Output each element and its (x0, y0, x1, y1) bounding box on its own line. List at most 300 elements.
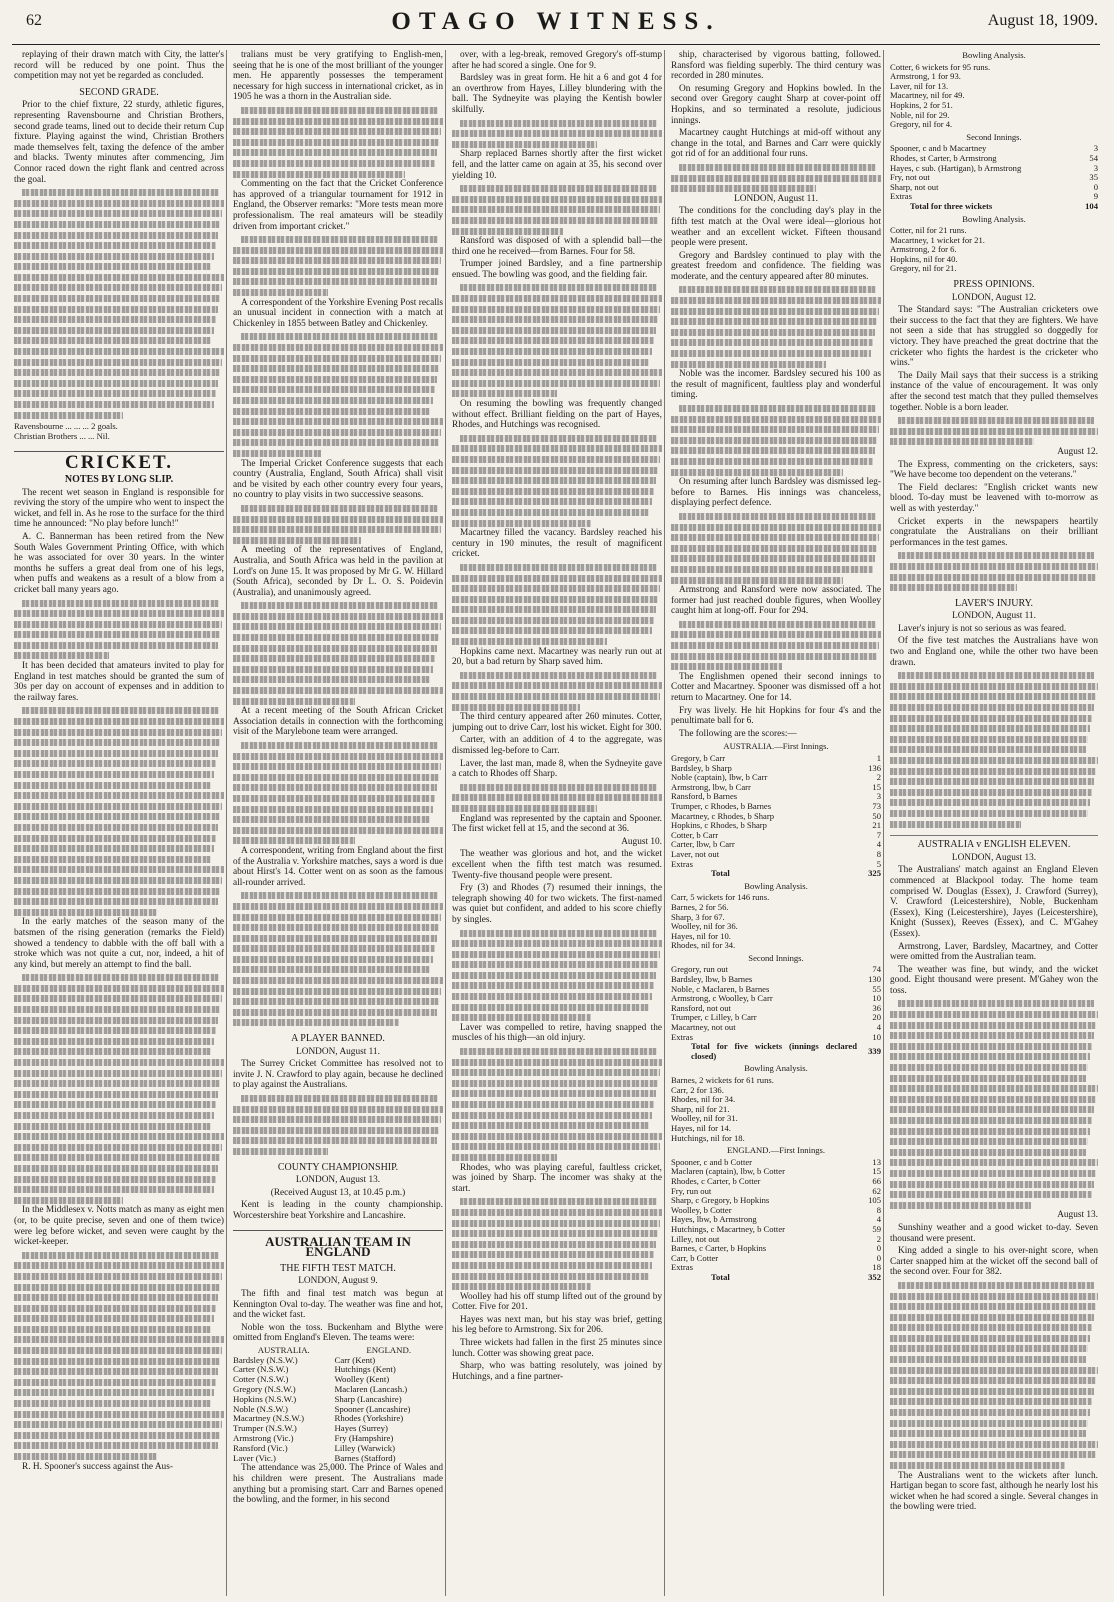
illegible-text-block (452, 1046, 662, 1163)
illegible-text-line (233, 964, 443, 975)
illegible-text-block (233, 234, 443, 298)
illegible-text-line (233, 943, 443, 954)
article-text: The following are the scores:— (679, 728, 797, 739)
article-text: On resuming the bowling was frequently changed without effect. Brilliant fielding on the part of Hayes, Rhodes, and Hutchings was recognised. (452, 399, 662, 431)
article-text: Fry was lively. He hit Hopkins for four 4's and the penultimate ball for 6. (671, 705, 881, 727)
illegible-text-line (14, 811, 224, 822)
illegible-text-line (14, 1250, 224, 1261)
article-text: The Australians' match against an England Eleven commenced at Blackpool today. The home team comprised W. Douglas (Essex), J. Crawford (Surrey), V. Crawford (Leicestershire), Noble, Buckenham (Essex), King (Leicestershire), Jayes (Leicestershire), Knight (Sussex), Reeves (Essex), and C. M'Gahey (Essex). (890, 865, 1098, 939)
article-text: Laver, the last man, made 8, when the Sydneyite gave a catch to Rhodes off Sharp. (452, 758, 662, 780)
illegible-text-line (671, 575, 881, 586)
illegible-text-line (14, 822, 224, 833)
newspaper-title: OTAGO WITNESS. (391, 8, 721, 35)
illegible-text-line (671, 661, 881, 672)
illegible-text-line (671, 543, 881, 554)
illegible-text-line (890, 723, 1098, 734)
illegible-text-line (671, 183, 881, 194)
illegible-text-line (452, 1271, 662, 1282)
article-text: At a recent meeting of the South African Cricket Association details in connection with the forthcoming visit of the Marylebone team were arranged. (233, 706, 443, 738)
bowling-line: Sharp, nil for 21. (671, 1103, 730, 1114)
batsman: Fry, run out (671, 1185, 712, 1196)
score-row (671, 1263, 881, 1273)
column-1 (14, 50, 224, 1596)
illegible-text-line (233, 912, 443, 923)
illegible-text-line (890, 744, 1098, 755)
illegible-text-line (14, 282, 224, 293)
batsman: Barnes, c Carter, b Hopkins (671, 1243, 767, 1254)
runs: 8 (876, 848, 881, 859)
batsman: Rhodes, st Carter, b Armstrong (890, 152, 997, 163)
illegible-text-line (14, 388, 224, 399)
batsman: Sharp, c Gregory, b Hopkins (671, 1195, 770, 1206)
illegible-text-line (233, 287, 443, 298)
illegible-text-line (233, 427, 443, 438)
illegible-text-line (233, 1114, 443, 1125)
section-heading-cricket: CRICKET. (14, 451, 224, 469)
illegible-text-line (14, 1271, 224, 1282)
illegible-text-line (452, 433, 662, 444)
article-text: Hopkins came next. Macartney was nearly run out at 20, but a bad return by Sharp saved him. (452, 646, 662, 668)
illegible-text-line (671, 564, 881, 575)
batsman: Maclaren (captain), lbw, b Cotter (671, 1166, 785, 1177)
illegible-text-line (671, 532, 881, 543)
illegible-text-line (14, 758, 224, 769)
illegible-text-line (890, 808, 1098, 819)
illegible-text-line (890, 1418, 1098, 1429)
article-text: Commenting on the fact that the Cricket Conference has approved of a triangular tournament for 1912 in England, the Observer remarks: "More tests mean more professionalism. The real amateurs will be steadily driven from important cricket." (233, 179, 443, 232)
match-result (14, 422, 224, 441)
article-text: In the Middlesex v. Notts match as many as eight men (or, to be quite precise, seven and one of them twice) were leg before wicket, and seven were caught by the wicket-keeper. (14, 1205, 224, 1248)
illegible-text-line (14, 187, 224, 198)
illegible-text-line (671, 306, 881, 317)
illegible-text-block (14, 705, 224, 917)
dateline: LONDON, August 9. (298, 1276, 378, 1287)
illegible-text-line (233, 276, 443, 287)
illegible-text-line (14, 304, 224, 315)
team-player: Hayes (Surrey) (334, 1423, 388, 1434)
batsman: Macartney, c Rhodes, b Sharp (671, 810, 775, 821)
illegible-text-line (890, 1115, 1098, 1126)
total-label: Total (711, 868, 730, 879)
total-row (671, 869, 881, 879)
illegible-text-line (14, 907, 224, 918)
illegible-text-line (890, 550, 1098, 561)
result-line: Ravensbourne ... ... ... 2 goals. (14, 421, 118, 432)
team-player: Lilley (Warwick) (334, 1442, 396, 1453)
team-player: Trumper (N.S.W.) (233, 1423, 297, 1434)
column-3 (452, 50, 662, 1596)
illegible-text-line (14, 1345, 224, 1356)
team-player: Cotter (N.S.W.) (233, 1374, 289, 1385)
bowling-analysis (671, 1076, 881, 1143)
illegible-text-line (671, 414, 881, 425)
illegible-text-line (890, 1200, 1098, 1211)
total-row (671, 1042, 881, 1061)
illegible-text-line (452, 314, 662, 325)
article-text: Macartney caught Hutchings at mid-off without any change in the total, and Barnes and Carr were quickly got rid of for an additional four runs. (671, 128, 881, 160)
team-player: Noble (N.S.W.) (233, 1403, 288, 1414)
illegible-text-block (452, 433, 662, 528)
illegible-text-line (233, 975, 443, 986)
illegible-text-line (890, 1407, 1098, 1418)
illegible-text-line (452, 496, 662, 507)
article-text: The weather was fine, but windy, and the wicket good. Eight thousand were present. M'Gahey won the toss. (890, 964, 1098, 996)
illegible-text-line (14, 219, 224, 230)
illegible-text-line (14, 1025, 224, 1036)
illegible-text-line (452, 507, 662, 518)
illegible-text-line (890, 582, 1098, 593)
illegible-text-line (14, 251, 224, 262)
illegible-text-line (233, 535, 443, 546)
illegible-text-line (890, 415, 1098, 426)
illegible-text-line (233, 825, 443, 836)
illegible-text-line (14, 1057, 224, 1068)
illegible-text-line (14, 1430, 224, 1441)
bowling-line: Armstrong, 2 for 6. (890, 244, 957, 255)
illegible-text-line (671, 173, 881, 184)
illegible-text-line (233, 600, 443, 611)
illegible-text-line (452, 1099, 662, 1110)
illegible-text-line (671, 348, 881, 359)
batsman: Hutchings, c Macartney, b Cotter (671, 1223, 785, 1234)
bowling-line: Sharp, 3 for 67. (671, 911, 725, 922)
illegible-text-line (14, 983, 224, 994)
illegible-text-line (233, 266, 443, 277)
bowling-line: Noble, nil for 29. (890, 109, 950, 120)
runs: 13 (872, 1156, 881, 1167)
innings-heading: Second Innings. (748, 952, 804, 963)
illegible-text-line (14, 619, 224, 630)
article-text: The conditions for the concluding day's play in the fifth test match at the Oval were ideal—glorious hot weather and an excellent wicket. Fifteen thousand people were present. (671, 206, 881, 249)
illegible-text-line (14, 727, 224, 738)
illegible-text-line (452, 1131, 662, 1142)
illegible-text-line (452, 118, 662, 129)
illegible-text-line (890, 561, 1098, 572)
bowling-analysis (890, 226, 1098, 274)
illegible-text-line (233, 954, 443, 965)
illegible-text-line (233, 653, 443, 664)
illegible-text-line (890, 1073, 1098, 1084)
score-row (671, 850, 881, 860)
illegible-text-line (671, 359, 881, 370)
article-text: Sharp, who was batting resolutely, was joined by Hutchings, and a fine partner- (452, 1361, 662, 1382)
illegible-text-line (452, 625, 662, 636)
article-heading: THE FIFTH TEST MATCH. (280, 1262, 396, 1274)
masthead (12, 0, 1100, 45)
illegible-text-line (14, 1078, 224, 1089)
article-text: The Field declares: "English cricket wants new blood. To-day must be leavened with to-morrow as well as with yesterday." (890, 482, 1098, 514)
article-text: Rhodes, who was playing careful, faultless cricket, was joined by Sharp. The incomer was shaky at the start. (452, 1162, 662, 1194)
illegible-text-line (890, 670, 1098, 681)
illegible-text-line (452, 792, 662, 803)
article-heading: LAVER'S INJURY. (954, 597, 1034, 609)
illegible-text-line (671, 284, 881, 295)
illegible-text-line (14, 314, 224, 325)
illegible-text-line (452, 486, 662, 497)
runs: 54 (1089, 152, 1098, 163)
total-value: 104 (1085, 200, 1098, 211)
illegible-text-line (14, 1282, 224, 1293)
teams-table (233, 1346, 443, 1464)
illegible-text-line (452, 139, 662, 150)
illegible-text-line (452, 518, 662, 529)
illegible-text-line (14, 1152, 224, 1163)
illegible-text-line (14, 1142, 224, 1153)
illegible-text-line (233, 406, 443, 417)
runs: 3 (1093, 162, 1098, 173)
batsman: Hopkins, c Rhodes, b Sharp (671, 820, 767, 831)
article-text: The weather was glorious and hot, and the wicket excellent when the fifth test match was resumed. Twenty-five thousand people were present. (452, 849, 662, 881)
illegible-text-line (14, 335, 224, 346)
illegible-text-line (452, 1281, 662, 1292)
article-text: replaying of their drawn match with City, the latter's record will be reduced by one point. Thus the competition may not yet be regarded as concluded. (14, 50, 224, 82)
illegible-text-line (452, 304, 662, 315)
illegible-text-line (14, 1015, 224, 1026)
illegible-text-line (452, 803, 662, 814)
illegible-text-line (452, 1088, 662, 1099)
illegible-text-line (452, 1152, 662, 1163)
illegible-text-line (452, 938, 662, 949)
dateline: LONDON, August 11. (952, 611, 1036, 622)
illegible-text-line (233, 922, 443, 933)
illegible-text-line (452, 1067, 662, 1078)
batsman: Trumper, c Rhodes, b Barnes (671, 800, 772, 811)
batsman: Extras (890, 191, 912, 202)
illegible-text-line (452, 475, 662, 486)
team-player: Barnes (Stafford) (334, 1452, 396, 1463)
illegible-text-line (14, 1089, 224, 1100)
illegible-text-line (233, 632, 443, 643)
article-text: In the early matches of the season many of the batsmen of the rising generation (remarks the Field) showed a tendency to dabble with the off ball with a stroke which was not quite a cut, nor, indeed, a hit of any kind, but merely an attempt to find the ball. (14, 917, 224, 970)
illegible-text-line (14, 1046, 224, 1057)
team-player: Gregory (N.S.W.) (233, 1384, 296, 1395)
bowling-heading: Bowling Analysis. (962, 50, 1026, 60)
illegible-text-line (671, 295, 881, 306)
article-text: On resuming after lunch Bardsley was dismissed leg-before to Barnes. His innings was chanceless, displaying perfect defence. (671, 477, 881, 509)
article-text: Sharp replaced Barnes shortly after the first wicket fell, and the latter came on again at 35, his second over yielding 10. (452, 149, 662, 181)
illegible-text-line (233, 503, 443, 514)
illegible-text-line (452, 1249, 662, 1260)
illegible-text-line (14, 1099, 224, 1110)
section-heading: SECOND GRADE. (79, 86, 159, 98)
illegible-text-line (14, 769, 224, 780)
team-player: Hopkins (N.S.W.) (233, 1393, 297, 1404)
illegible-text-line (14, 896, 224, 907)
article-text: The Englishmen opened their second innings to Cotter and Macartney. Spooner was dismissed off a hot return to Macartney. One for 14. (671, 671, 881, 704)
illegible-text-line (14, 780, 224, 791)
runs: 59 (872, 1223, 881, 1234)
illegible-text-line (14, 1366, 224, 1377)
illegible-text-line (14, 1409, 224, 1420)
illegible-text-line (890, 1365, 1098, 1376)
illegible-text-line (233, 116, 443, 127)
bowling-line: Carr, 2 for 136. (671, 1084, 724, 1095)
illegible-text-line (452, 1120, 662, 1131)
illegible-text-line (14, 1121, 224, 1132)
team-player: Carter (N.S.W.) (233, 1364, 289, 1375)
illegible-text-line (452, 970, 662, 981)
illegible-text-line (14, 1068, 224, 1079)
illegible-text-line (890, 734, 1098, 745)
illegible-text-line (890, 1041, 1098, 1052)
illegible-text-line (890, 766, 1098, 777)
illegible-text-block (14, 187, 224, 420)
illegible-text-block (890, 670, 1098, 829)
illegible-text-line (452, 583, 662, 594)
illegible-text-line (14, 1292, 224, 1303)
bowling-line: Hopkins, 2 for 51. (890, 99, 953, 110)
illegible-text-line (14, 1163, 224, 1174)
illegible-text-line (890, 1051, 1098, 1062)
team-player: Fry (Hampshire) (334, 1433, 394, 1444)
article-text: A correspondent of the Yorkshire Evening Post recalls an unusual incident in connection with a match at Chickenley in 1855 between Batley and Chickenley. (233, 297, 443, 329)
article-text: Carter, with an addition of 4 to the aggregate, was dismissed leg-before to Carr. (452, 735, 662, 756)
batsman: Spooner, c and b Cotter (671, 1156, 753, 1167)
illegible-text-block (671, 619, 881, 672)
illegible-text-line (233, 685, 443, 696)
illegible-text-line (890, 1460, 1098, 1471)
illegible-text-block (233, 105, 443, 179)
article-heading: A PLAYER BANNED. (291, 1033, 385, 1045)
batsman: Rhodes, c Carter, b Cotter (671, 1175, 761, 1186)
illegible-text-line (233, 986, 443, 997)
article-text: Kent is leading in the county championship. Worcestershire beat Yorkshire and Lancashire. (233, 1200, 443, 1221)
article-text: Trumper joined Bardsley, and a fine partnership ensued. The bowling was good, and the fielding fair. (452, 259, 662, 280)
illegible-text-line (233, 416, 443, 427)
column-rule (226, 50, 227, 1596)
illegible-text-line (671, 467, 881, 478)
illegible-text-line (671, 435, 881, 446)
illegible-text-line (14, 833, 224, 844)
article-text: Noble won the toss. Buckenham and Blythe were omitted from England's Eleven. The teams were: (233, 1322, 443, 1344)
runs: 50 (872, 810, 881, 821)
article-text: Laver's injury is not so serious as was feared. (898, 623, 1067, 634)
illegible-text-line (890, 1136, 1098, 1147)
team-player: Woolley (Kent) (334, 1374, 390, 1385)
runs: 20 (872, 1012, 881, 1023)
illegible-text-line (452, 367, 662, 378)
runs: 15 (872, 781, 881, 792)
illegible-text-line (890, 1322, 1098, 1333)
illegible-text-line (890, 1062, 1098, 1073)
illegible-text-line (452, 782, 662, 793)
runs: 7 (876, 829, 881, 840)
illegible-text-line (233, 664, 443, 675)
illegible-text-line (14, 1356, 224, 1367)
score-row (890, 183, 1098, 193)
illegible-text-line (452, 357, 662, 368)
illegible-text-line (233, 147, 443, 158)
runs: 66 (872, 1175, 881, 1186)
bowling-line: Hopkins, nil for 40. (890, 253, 958, 264)
article-heading: NOTES BY LONG SLIP. (64, 473, 174, 485)
dateline: LONDON, August 12. (951, 292, 1037, 303)
batsman: Hayes, lbw, b Armstrong (671, 1214, 757, 1225)
illegible-text-line (14, 1440, 224, 1451)
illegible-text-line (452, 1218, 662, 1229)
illegible-text-line (233, 1146, 443, 1157)
illegible-text-line (14, 790, 224, 801)
illegible-text-block (233, 740, 443, 846)
illegible-text-line (233, 255, 443, 266)
batsman: Hayes, c sub. (Hartigan), b Armstrong (890, 162, 1022, 173)
result-line: Christian Brothers ... ... Nil. (14, 430, 110, 441)
illegible-text-line (233, 169, 443, 180)
illegible-text-line (452, 378, 662, 389)
illegible-text-line (14, 716, 224, 727)
illegible-text-line (233, 342, 443, 353)
illegible-text-block (14, 1250, 224, 1462)
bowling-line: Barnes, 2 for 56. (671, 901, 729, 912)
issue-date: August 18, 1909. (987, 12, 1098, 29)
runs: 62 (872, 1185, 881, 1196)
illegible-text-line (233, 353, 443, 364)
illegible-text-line (890, 776, 1098, 787)
illegible-text-line (452, 1141, 662, 1152)
illegible-text-line (14, 1451, 224, 1462)
article-text: Laver was compelled to retire, having snapped the muscles of his thigh—an old injury. (452, 1022, 662, 1044)
illegible-text-line (452, 325, 662, 336)
article-text: Gregory and Bardsley continued to play with the greatest freedom and confidence. The fielding was moderate, and the century appeared after 80 minutes. (671, 250, 881, 282)
illegible-text-line (452, 1207, 662, 1218)
illegible-text-line (14, 399, 224, 410)
illegible-text-line (890, 1333, 1098, 1344)
runs: 130 (868, 974, 881, 985)
illegible-text-block (452, 1196, 662, 1291)
batsman: Sharp, not out (890, 181, 939, 192)
illegible-text-line (890, 755, 1098, 766)
batsman: Carr, b Cotter (671, 1252, 719, 1263)
illegible-text-line (14, 864, 224, 875)
article-text: ship, characterised by vigorous batting, followed. Ransford was fielding superbly. The third century was recorded in 280 minutes. (671, 50, 881, 82)
batsman: Laver, not out (671, 848, 720, 859)
total-value: 325 (868, 868, 881, 879)
scorecard-australia-second (671, 965, 881, 1061)
illegible-text-line (14, 801, 224, 812)
batsman: Spooner, c and b Macartney (890, 143, 987, 154)
received-note: (Received August 13, at 10.45 p.m.) (270, 1187, 406, 1198)
illegible-text-line (233, 331, 443, 342)
bowling-line: Barnes, 2 wickets for 61 runs. (671, 1075, 774, 1085)
article-text: The recent wet season in England is responsible for reviving the story of the umpire who went to inspect the wicket, and fell in. As he rose to the surface for the third time he announced: "No play before lunch!" (14, 487, 224, 530)
illegible-text-line (452, 1260, 662, 1271)
score-row (671, 1023, 881, 1033)
article-text: Prior to the chief fixture, 22 sturdy, athletic figures, representing Ravensbourne and Christian Brothers, second grade teams, lined out to decide their return Cup fixture. Playing against the wind, Christian Brothers made themselves felt, taxing the defence of the amber and blacks. Twenty minutes after commencing, Jim Connor raced down the right flank and centred across the goal. (14, 100, 224, 185)
bowling-line: Cotter, nil for 21 runs. (890, 225, 967, 236)
illegible-text-line (14, 629, 224, 640)
illegible-text-line (671, 424, 881, 435)
illegible-text-line (233, 514, 443, 525)
runs: 136 (868, 762, 881, 773)
illegible-text-line (452, 1078, 662, 1089)
team-player: Armstrong (Vic.) (233, 1433, 294, 1444)
illegible-text-line (452, 454, 662, 465)
illegible-text-line (14, 198, 224, 209)
illegible-text-block (890, 998, 1098, 1210)
illegible-text-line (233, 643, 443, 654)
batsman: Gregory, run out (671, 964, 728, 975)
illegible-text-block (233, 503, 443, 545)
illegible-text-line (14, 378, 224, 389)
illegible-text-line (452, 1110, 662, 1121)
dateline: LONDON, August 13. (951, 852, 1037, 863)
column-2 (233, 50, 443, 1596)
article-text: R. H. Spooner's success against the Aus- (22, 1461, 173, 1472)
illegible-text-line (452, 702, 662, 713)
batsman: Noble, c Maclaren, b Barnes (671, 983, 770, 994)
illegible-text-line (452, 680, 662, 691)
batsman: Macartney, not out (671, 1022, 736, 1033)
